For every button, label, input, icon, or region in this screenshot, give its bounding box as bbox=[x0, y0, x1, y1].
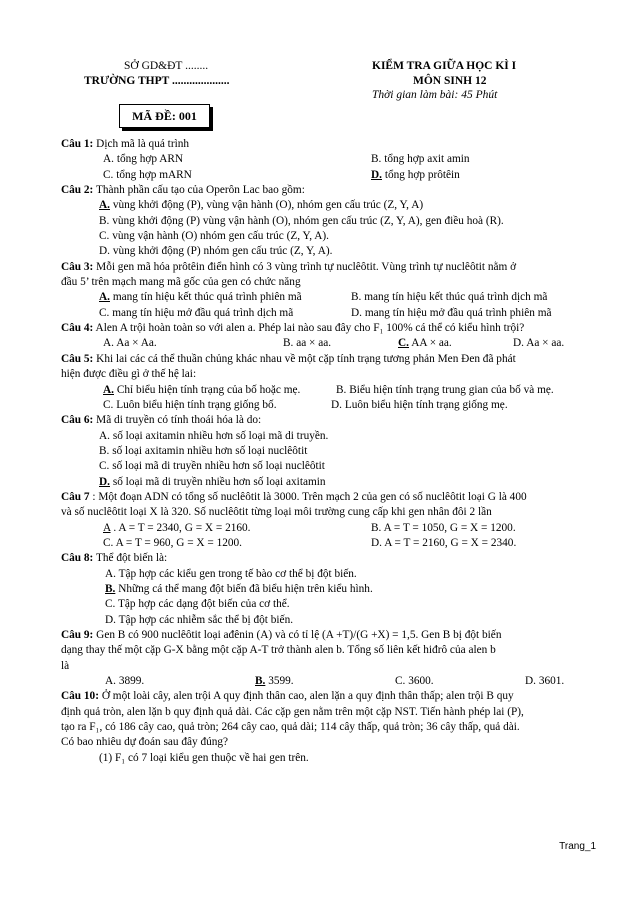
question-3: Câu 3: Mỗi gen mã hóa prôtêin điển hình có 3 vùng trình tự nuclêôtit. Vùng trình tự nuclêôtit nằm ở bbox=[61, 260, 517, 273]
question-5: Câu 5: Khi lai các cá thể thuần chủng khác nhau về một cặp tính trạng tương phản Men Đen đã phát bbox=[61, 352, 516, 365]
subject-title: MÔN SINH 12 bbox=[413, 75, 487, 87]
question-10: Câu 10: Ở một loài cây, alen trội A quy định thân cao, alen lặn a quy định thân thấp; alen trội B quy bbox=[61, 690, 514, 703]
page-number: Trang_1 bbox=[559, 841, 596, 852]
answer-marked: D. bbox=[99, 475, 110, 488]
question-7: Câu 7 : Một đoạn ADN có tổng số nuclêôtit là 3000. Trên mạch 2 của gen có số nuclêôtit loại G là 400 bbox=[61, 490, 527, 503]
question-1-options-row-1: A. tổng hợp ARN B. tổng hợp axit amin bbox=[103, 153, 470, 166]
exam-code-box: MÃ ĐỀ: 001 bbox=[119, 104, 210, 128]
question-4: Câu 4: Alen A trội hoàn toàn so với alen a. Phép lai nào sau đây cho F₁ 100% cá thể có kiểu hình trội? bbox=[61, 322, 525, 335]
question-9: Câu 9: Gen B có 900 nuclêôtit loại ađênin (A) và có tỉ lệ (A +T)/(G +X) = 1,5. Gen B bị đột biến bbox=[61, 629, 502, 641]
school-name: TRƯỜNG THPT .................... bbox=[84, 75, 230, 87]
answer-marked: C. bbox=[398, 337, 409, 350]
answer-marked: A. bbox=[99, 199, 110, 212]
question-1-options-row-2: C. tổng hợp mARN D. tổng hợp prôtêin bbox=[103, 168, 460, 181]
question-6: Câu 6: Mã di truyền có tính thoái hóa là do: bbox=[61, 414, 262, 427]
answer-marked: A bbox=[103, 521, 111, 534]
answer-marked: A. bbox=[99, 291, 110, 304]
answer-marked: D. bbox=[371, 168, 382, 181]
question-2: Câu 2: Thành phần cấu tạo của Operôn Lac bao gồm: bbox=[61, 184, 305, 197]
department-name: SỞ GD&ĐT ........ bbox=[124, 60, 209, 72]
question-list: Câu 1: Dịch mã là quá trình A. tổng hợp ARN B. tổng hợp axit amin C. tổng hợp mARN D. tổng hợp prôtêin Câu 2: Thành phần cấu tạo của Operôn Lac bao gồm: A. vùng khởi động (P), vùng vận hành (O), nhóm gen cấu trúc (Z, Y, A) B. vùng khởi động (P) vùng vận hành (O), nhóm gen cấu trúc (Z, Y, A), gen điều hoà (R). C. vùng vận hành (O) nhóm gen cấu trúc (Z, Y, A). D. vùng khởi động (P) nhóm gen cấu trúc (Z, Y, A). Câu 3: Mỗi gen mã hóa prôtêin điển hình có 3 vùng trình tự nuclêôtit. Vùng trình tự nuclêôtit nằm ở đầu 5’ trên mạch mang mã gốc của gen có chức năng A. mang tín hiệu kết thúc quá trình phiên mã B. mang tín hiệu kết thúc quá trình dịch mã C. mang tín hiệu mở đầu quá trình dịch mã D. mang tín hiệu mở đầu quá trình phiên mã Câu 4: Alen A trội hoàn toàn so với alen a. Phép lai nào sau đây cho F₁ 100% cá thể có kiểu hình trội? A. Aa × Aa. B. aa × aa. C. AA × aa. D. Aa × aa. Câu 5: Khi lai các cá thể thuần chủng khác nhau về một cặp tính trạng tương phản Men Đen đã phát hiện được điều gì ở thế hệ lai: A. Chỉ biểu hiện tính trạng của bố hoặc mẹ. B. Biểu hiện tính trạng trung gian của bố và mẹ. C. Luôn biểu hiện tính trạng giống bố. D. Luôn biểu hiện tính trạng giống mẹ. Câu 6: Mã di truyền có tính thoái hóa là do: A. số loại axitamin nhiều hơn số loại mã di truyền. B. số loại axitamin nhiều hơn số loại nuclêôtit C. số loại mã di truyền nhiều hơn số loại nuclêôtit D. số loại mã di truyền nhiều hơn số loại axitamin Câu 7 : Một đoạn ADN có tổng số nuclêôtit là 3000. Trên mạch 2 của gen có số nuclêôtit loại G là 400 và số nuclêôtit loại X là 320. Số nuclêôtit từng loại môi trường cung cấp khi gen nhân đôi 2 lần A . A = T = 2340, G = X = 2160. B. A = T = 1050, G = X = 1200. C. A = T = 960, G = X = 1200. D. A = T = 2160, G = X = 2340. Câu 8: Thể đột biến là: A. Tập hợp các kiểu gen trong tế bào cơ thể bị đột biến. B. Những cá thể mang đột biến đã biểu hiện trên kiểu hình. C. Tập hợp các dạng đột biến của cơ thể. D. Tập hợp các nhiễm sắc thể bị đột biến. Câu 9: Gen B có 900 nuclêôtit loại ađênin (A) và có tỉ lệ (A +T)/(G +X) = 1,5. Gen B bị đột biến dạng thay thế một cặp G-X bằng một cặp A-T trở thành alen b. Tổng số liên kết hiđrô của alen b là A. 3899. B. 3599. C. 3600. D. 3601. Câu 10: Ở một loài cây, alen trội A quy định thân cao, alen lặn a quy định thân thấp; alen trội B quy định quả tròn, alen lặn b quy định quả dài. Các cặp gen nằm trên một cặp NST. Tiến hành phép lai (P), tạo ra F₁, có 186 cây cao, quả tròn; 264 cây cao, quả dài; 114 cây thấp, quả tròn; 36 cây thấp, quả dài. Có bao nhiêu dự đoán sau đây đúng? (1) F₁ có 7 loại kiểu gen thuộc về hai gen trên. bbox=[61, 137, 598, 766]
exam-title: KIỂM TRA GIỮA HỌC KÌ I bbox=[372, 60, 517, 72]
answer-marked: B. bbox=[255, 675, 266, 688]
exam-duration: Thời gian làm bài: 45 Phút bbox=[372, 89, 498, 101]
question-8: Câu 8: Thể đột biến là: bbox=[61, 552, 168, 565]
answer-marked: A. bbox=[103, 383, 114, 396]
question-1: Câu 1: Dịch mã là quá trình bbox=[61, 138, 190, 150]
option-letter: A. bbox=[103, 153, 114, 166]
answer-marked: B. bbox=[105, 582, 116, 595]
